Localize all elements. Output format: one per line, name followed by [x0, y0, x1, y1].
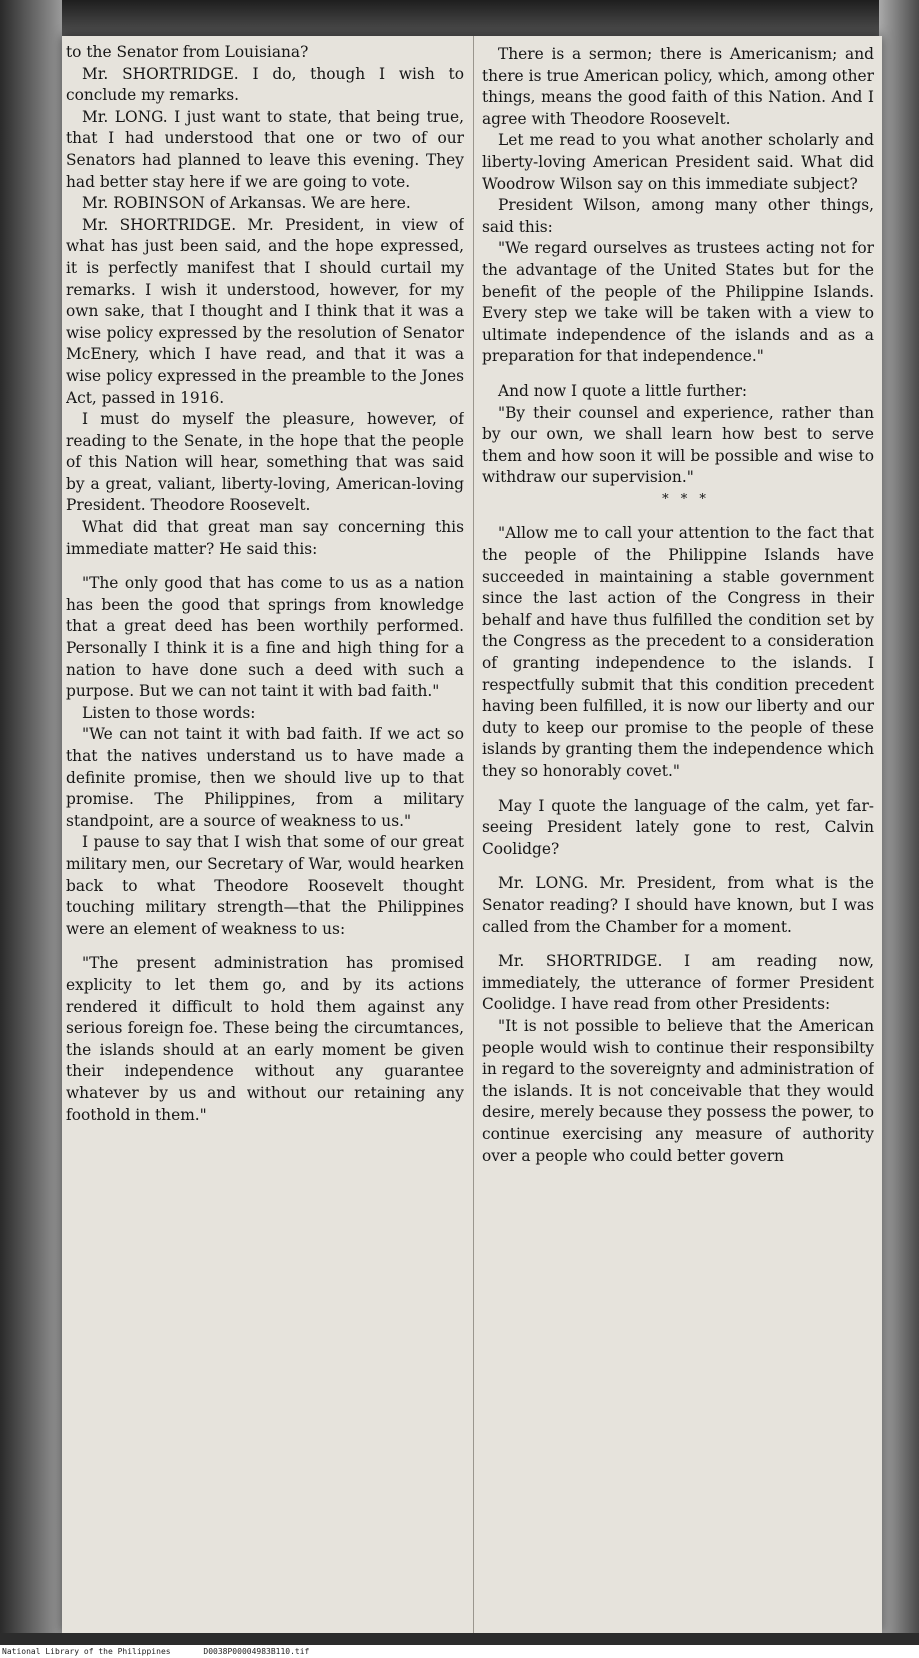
right-paragraph: "It is not possible to believe that the American people would wish to continue their responsibilty in regard to the sovereignty and administration of the islands. It is not conceivable that they would desire, merely because they possess the power, to continue exercising any measure of authority over a people who could better govern	[482, 1016, 874, 1165]
left-paragraph: Listen to those words:	[82, 703, 256, 722]
right-column	[482, 44, 874, 1624]
left-paragraph: What did that great man say concerning this immediate matter? He said this:	[66, 518, 464, 558]
left-paragraph: "The only good that has come to us as a nation has been the good that springs from knowledge that a great deed has been worthily performed. Personally I think it is a fine and high thing for a nation to have done such a deed with such a purpose. But we can not taint it with bad faith."	[66, 574, 464, 701]
right-paragraph: "Allow me to call your attention to the fact that the people of the Philippine Islands have succeeded in maintaining a stable government since the last action of the Congress in their behalf and have thus fulfilled the condition set by the Congress as the precedent to a consideration of granting independence to the islands. I respectfully submit that this condition precedent having been fulfilled, it is now our liberty and our duty to keep our promise to the people of these islands by granting them the independence which they so honorably covet."	[482, 524, 874, 780]
scan-edge-top	[0, 0, 919, 38]
right-paragraph: May I quote the language of the calm, yet far-seeing President lately gone to rest, Calvin Coolidge?	[482, 796, 874, 858]
left-paragraph: to the Senator from Louisiana?	[66, 43, 309, 61]
right-paragraph: Mr. LONG. Mr. President, from what is the Senator reading? I should have known, but I was called from the Chamber for a moment.	[482, 874, 874, 936]
left-paragraph: "We can not taint it with bad faith. If we act so that the natives understand us to have made a definite promise, then we should live up to that promise. The Philippines, from a military standpoint, are a source of weakness to us."	[66, 725, 464, 830]
section-break-stars: * * *	[662, 491, 710, 507]
footer-source: National Library of the Philippines	[2, 1647, 171, 1656]
right-paragraph: President Wilson, among many other things, said this:	[482, 196, 874, 236]
footer-filename: D0038P00004983B110.tif	[203, 1647, 310, 1656]
left-paragraph: Mr. SHORTRIDGE. Mr. President, in view of what has just been said, and the hope expressed, it is perfectly manifest that I should curtail my remarks. I wish it understood, however, for my own sake, that I thought and I think that it was a wise policy expressed by the resolution of Senator McEnery, which I have read, and that it was a wise policy expressed in the preamble to the Jones Act, passed in 1916.	[66, 215, 464, 407]
right-paragraph: Let me read to you what another scholarly and liberty-loving American President said. What did Woodrow Wilson say on this immediate subject?	[482, 131, 874, 193]
right-paragraph: "We regard ourselves as trustees acting not for the advantage of the United States but for the benefit of the people of the Philippine Islands. Every step we take will be taken with a view to ultimate independence of the islands and as a preparation for that independence."	[482, 239, 874, 366]
right-paragraph: "By their counsel and experience, rather than by our own, we shall learn how best to serve them and how soon it will be possible and wise to withdraw our supervision."	[482, 403, 874, 487]
left-paragraph: "The present administration has promised explicity to let them go, and by its actions rendered it difficult to hold them against any serious foreign foe. These being the circumtances, the islands should at an early moment be given their independence without any guarantee whatever by us and without our retaining any foothold in them."	[66, 954, 464, 1124]
column-divider	[473, 36, 474, 1633]
right-paragraph: And now I quote a little further:	[498, 381, 748, 400]
left-paragraph: Mr. ROBINSON of Arkansas. We are here.	[82, 194, 411, 213]
scan-edge-right	[879, 0, 919, 1640]
scan-edge-left	[0, 0, 62, 1640]
right-paragraph: There is a sermon; there is Americanism; and there is true American policy, which, among other things, means the good faith of this Nation. And I agree with Theodore Roosevelt.	[482, 45, 874, 128]
left-paragraph: I pause to say that I wish that some of our great military men, our Secretary of War, would hearken back to what Theodore Roosevelt thought touching military strength—that the Philippines were an element of weakness to us:	[66, 833, 464, 938]
scan-edge-bottom	[0, 1633, 919, 1645]
left-paragraph: Mr. LONG. I just want to state, that being true, that I had understood that one or two of our Senators had planned to leave this evening. They had better stay here if we are going to vote.	[66, 107, 464, 191]
left-column	[66, 42, 464, 1622]
left-paragraph: I must do myself the pleasure, however, of reading to the Senate, in the hope that the people of this Nation will hear, something that was said by a great, valiant, liberty-loving, American-loving President. Theodore Roosevelt.	[66, 410, 464, 515]
newspaper-clipping	[62, 36, 882, 1633]
left-paragraph: Mr. SHORTRIDGE. I do, though I wish to conclude my remarks.	[66, 64, 464, 105]
right-paragraph: Mr. SHORTRIDGE. I am reading now, immediately, the utterance of former President Coolidge. I have read from other Presidents:	[482, 952, 874, 1014]
scan-footer	[0, 1645, 919, 1658]
